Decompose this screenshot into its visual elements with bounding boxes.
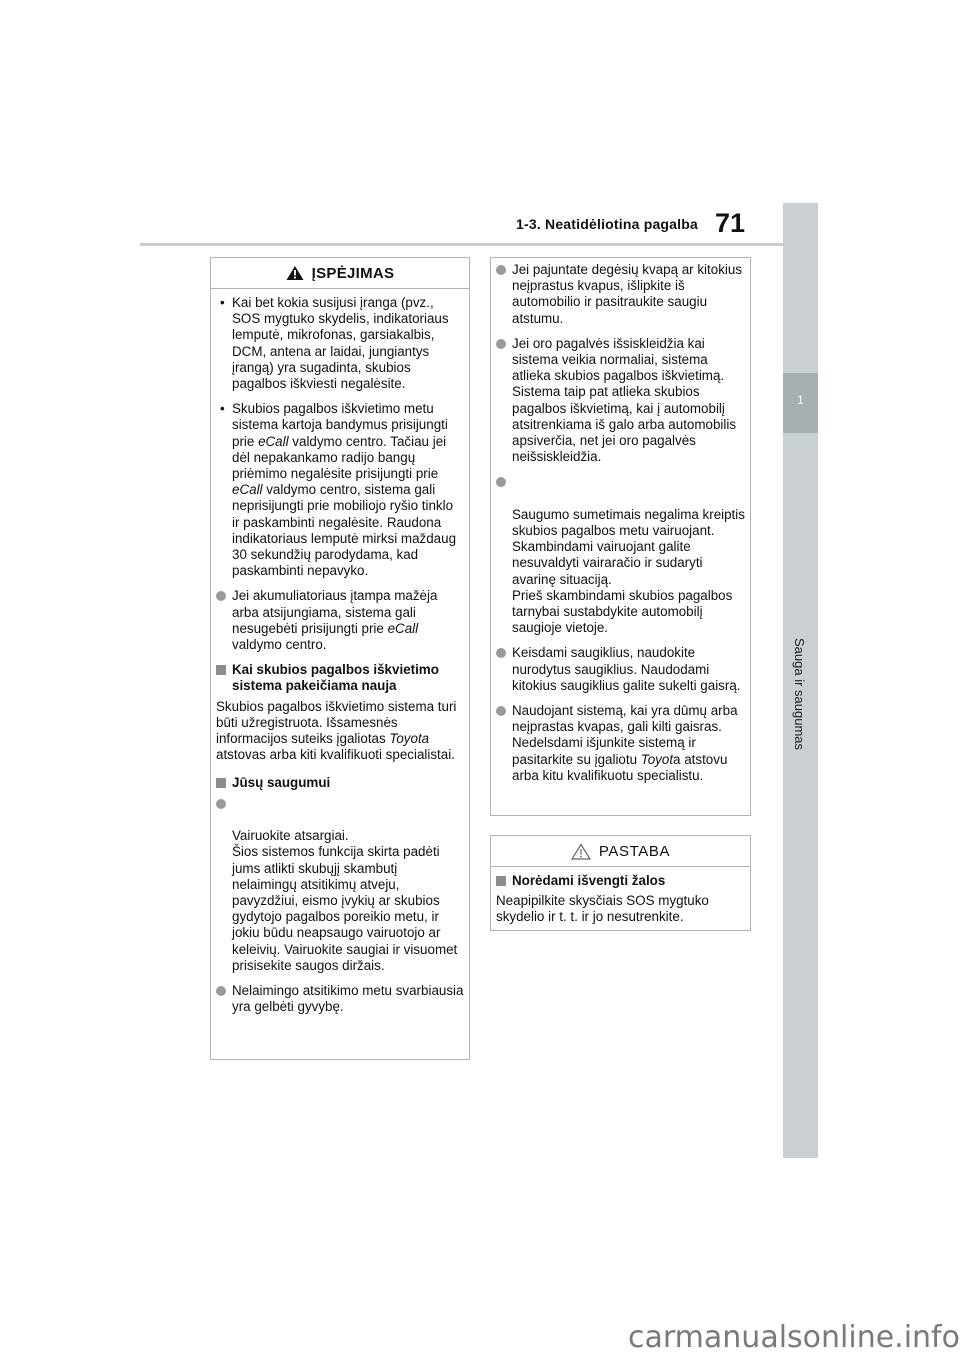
safety-item: Nelaimingo atsitikimo metu svarbiausia yra gelbėti gyvybę. bbox=[216, 983, 464, 1015]
warning-title: ĮSPĖJIMAS bbox=[311, 264, 395, 282]
round-bullet-icon bbox=[496, 706, 506, 716]
caution-triangle-icon bbox=[571, 843, 591, 860]
round-bullet-icon bbox=[496, 648, 506, 658]
note-title: PASTABA bbox=[598, 842, 671, 860]
warning-item: Saugumo sumetimais negalima kreiptis skubios pagalbos metu vairuojant. Skambindami vairuojant galite nesuvaldyti vairaračio ir sudaryti avarinę situaciją. Prieš skambindami skubios pagalbos tarnybai sustabdykite automobilį saugioje vietoje. bbox=[496, 474, 745, 636]
section-title: 1-3. Neatidėliotina pagalba bbox=[516, 216, 698, 232]
note-subheading: Norėdami išvengti žalos bbox=[496, 873, 745, 889]
round-bullet-icon bbox=[216, 986, 226, 996]
warning-triangle-icon bbox=[286, 265, 304, 281]
subheading-safety: Jūsų saugumui bbox=[216, 775, 464, 791]
watermark: carmanualsonline.info bbox=[628, 1320, 960, 1355]
warning-box-header bbox=[211, 258, 469, 289]
warning-box bbox=[210, 257, 470, 1060]
square-bullet-icon bbox=[216, 665, 226, 675]
note-paragraph: Neapipilkite skysčiais SOS mygtuko skydelio ir t. t. ir jo nesutrenkite. bbox=[496, 893, 709, 925]
round-bullet-icon bbox=[496, 339, 506, 349]
note-box-header bbox=[491, 836, 750, 867]
warning-item: • Kai bet kokia susijusi įranga (pvz., SOS mygtuko skydelis, indikatoriaus lemputė, mikrofonas, garsiakalbis, DCM, antena ar laidai, jungiantys įrangą) yra sugadinta, skubios pagalbos iškviesti negalėsite. bbox=[220, 295, 449, 392]
chapter-title: Sauga ir saugumas bbox=[792, 638, 807, 751]
warning-item: Jei pajuntate degėsių kvapą ar kitokius neįprastus kvapus, išlipkite iš automobilio ir pasitraukite saugiu atstumu. bbox=[496, 262, 745, 327]
round-bullet-icon bbox=[216, 591, 226, 601]
warning-item: Keisdami saugiklius, naudokite nurodytus saugiklius. Naudodami kitokius saugiklius galite sukelti gaisrą. bbox=[496, 645, 745, 694]
note-box bbox=[490, 835, 751, 931]
chapter-side-tab bbox=[783, 203, 818, 1158]
safety-item: Vairuokite atsargiai. Šios sistemos funkcija skirta padėti jums atlikti skubųjį skambutį nelaimingų atsitikimų atveju, pavyzdžiui, eismo įvykių ar skubios gydytojo pagalbos poreikio metu, ir jokiu būdu neapsaugo vairuotojo ar keleivių. Vairuokite saugiai ir visuomet prisisekite saugos diržais. bbox=[216, 796, 464, 974]
square-bullet-icon bbox=[216, 778, 226, 788]
warning-item: Jei akumuliatoriaus įtampa mažėja arba atsijungiama, sistema gali nesugebėti prisijungti prie eCall valdymo centro. bbox=[216, 588, 464, 653]
header-divider bbox=[140, 243, 783, 246]
replacement-paragraph: Skubios pagalbos iškvietimo sistema turi būti užregistruota. Išsamesnės informacijos suteiks įgaliotas Toyota atstovas arba kiti kvalifikuoti specialistai. bbox=[216, 698, 457, 763]
square-bullet-icon bbox=[496, 876, 506, 886]
warning-item: Jei oro pagalvės išsiskleidžia kai sistema veikia normaliai, sistema atlieka skubios pagalbos iškvietimą. Sistema taip pat atlieka skubios pagalbos iškvietimą, kai į automobilį atsitrenkiama iš galo arba automobilis apsiverčia, net jei oro pagalvės neišsiskleidžia. bbox=[496, 336, 745, 466]
chapter-number: 1 bbox=[797, 393, 804, 407]
round-bullet-icon bbox=[496, 265, 506, 275]
round-bullet-icon bbox=[216, 799, 226, 809]
subheading-replacement: Kai skubios pagalbos iškvietimo sistema pakeičiama nauja bbox=[216, 662, 464, 694]
warning-item: • Skubios pagalbos iškvietimo metu sistema kartoja bandymus prisijungti prie eCall valdymo centro. Tačiau jei dėl nepakankamo radijo bangų priėmimo negalėsite prisijungti prie eCall valdymo centro, sistema gali neprisijungti prie mobiliojo ryšio tinklo ir paskambinti negalėsite. Raudona indikatoriaus lemputė mirksi maždaug 30 sekundžių parodydama, kad paskambinti nepavyko. bbox=[220, 401, 457, 579]
warning-item: Naudojant sistemą, kai yra dūmų arba neįprastas kvapas, gali kilti gaisras. Nedelsdami išjunkite sistemą ir pasitarkite su įgaliotu Toyota atstovu arba kitu kvalifikuotu specialistu. bbox=[496, 703, 745, 784]
round-bullet-icon bbox=[496, 477, 506, 487]
page-number: 71 bbox=[715, 208, 746, 238]
warning-continuation-box bbox=[490, 257, 751, 816]
